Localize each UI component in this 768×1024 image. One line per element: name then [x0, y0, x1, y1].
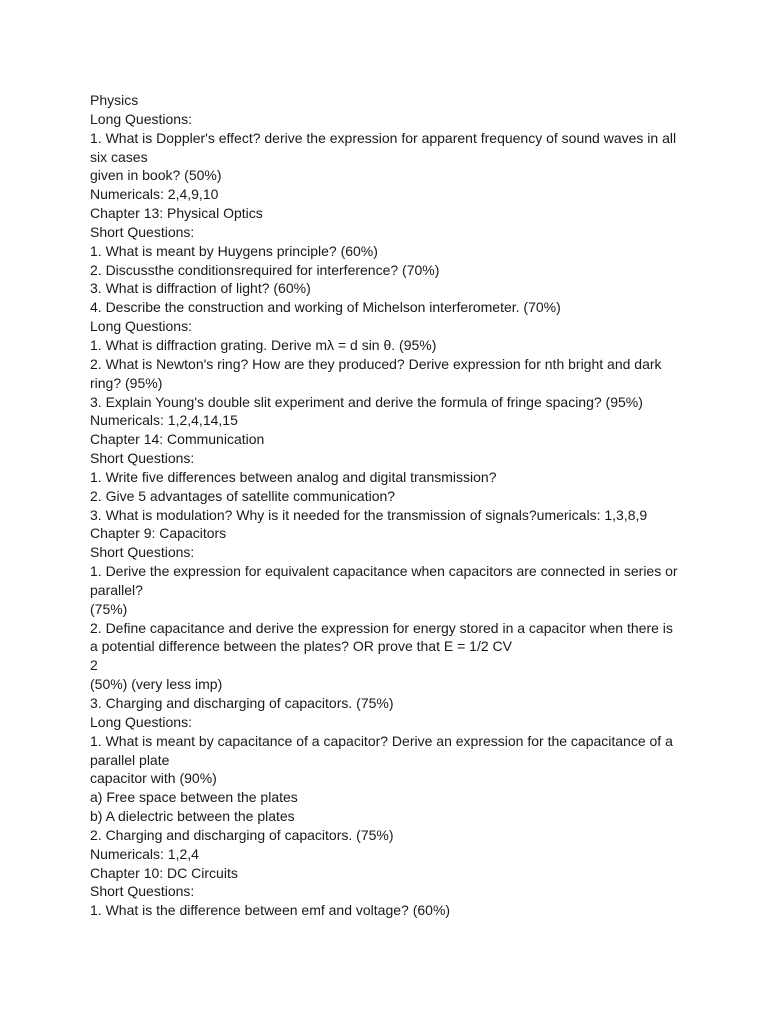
- chapter-heading: Chapter 13: Physical Optics: [90, 205, 263, 222]
- question-text: 1. What is meant by capacitance of a capacitor? Derive an expression for the capacitance of a: [90, 732, 673, 749]
- doc-title: Physics: [90, 92, 139, 108]
- question-text: 3. Charging and discharging of capacitors. (75%): [90, 695, 394, 711]
- chapter-heading: Chapter 9: Capacitors: [90, 525, 227, 542]
- numericals-line: Numericals: 1,2,4: [90, 845, 199, 862]
- question-text: parallel?: [90, 581, 143, 598]
- question-text: (75%): [90, 600, 128, 617]
- section-heading: Long Questions:: [90, 318, 192, 335]
- section-heading: Long Questions:: [90, 713, 192, 730]
- question-text: a potential difference between the plates? OR prove that E = 1/2 CV: [90, 638, 512, 655]
- chapter-heading: Chapter 10: DC Circuits: [90, 864, 238, 881]
- question-text: 1. What is meant by Huygens principle? (60%): [90, 242, 378, 259]
- question-text: b) A dielectric between the plates: [90, 808, 295, 825]
- question-text: 1. Write five differences between analog and digital transmission?: [90, 468, 497, 485]
- question-text: 1. What is diffraction grating. Derive mλ = d sin θ. (95%): [90, 336, 437, 353]
- section-heading: Short Questions:: [90, 450, 195, 467]
- section-heading: Short Questions:: [90, 544, 195, 561]
- section-heading: Short Questions:: [90, 223, 195, 240]
- question-text: 3. Explain Young's double slit experiment and derive the formula of fringe spacing? (95%): [90, 393, 643, 410]
- question-text: 2. Discussthe conditionsrequired for interference? (70%): [90, 261, 440, 278]
- document-body: [90, 91, 690, 920]
- question-text: 2: [90, 657, 98, 674]
- question-text: six cases: [90, 148, 148, 165]
- question-text: 2. Charging and discharging of capacitors. (75%): [90, 826, 394, 843]
- section-heading: Short Questions:: [90, 883, 195, 900]
- question-text: ring? (95%): [90, 374, 163, 391]
- question-text: capacitor with (90%): [90, 770, 217, 787]
- question-text: 2. What is Newton's ring? How are they produced? Derive expression for nth bright and dark: [90, 355, 662, 372]
- numericals-line: Numericals: 2,4,9,10: [90, 186, 219, 203]
- chapter-heading: Chapter 14: Communication: [90, 431, 265, 448]
- question-text: 2. Give 5 advantages of satellite communication?: [90, 487, 396, 504]
- question-text: 2. Define capacitance and derive the expression for energy stored in a capacitor when there is: [90, 619, 673, 636]
- question-text: a) Free space between the plates: [90, 789, 298, 806]
- question-text: 1. What is the difference between emf and voltage? (60%): [90, 902, 451, 919]
- question-text: 4. Describe the construction and working of Michelson interferometer. (70%): [90, 299, 561, 316]
- numericals-line: Numericals: 1,2,4,14,15: [90, 412, 238, 429]
- section-heading: Long Questions:: [90, 110, 192, 127]
- question-text: 3. What is modulation? Why is it needed for the transmission of signals?umericals: 1,3,8,9: [90, 506, 648, 523]
- question-text: (50%) (very less imp): [90, 676, 223, 693]
- question-text: 1. What is Doppler's effect? derive the expression for apparent frequency of sound waves in all: [90, 129, 677, 146]
- question-text: 1. Derive the expression for equivalent capacitance when capacitors are connected in series or: [90, 563, 678, 580]
- question-text: 3. What is diffraction of light? (60%): [90, 280, 311, 297]
- question-text: given in book? (50%): [90, 167, 222, 184]
- question-text: parallel plate: [90, 751, 170, 768]
